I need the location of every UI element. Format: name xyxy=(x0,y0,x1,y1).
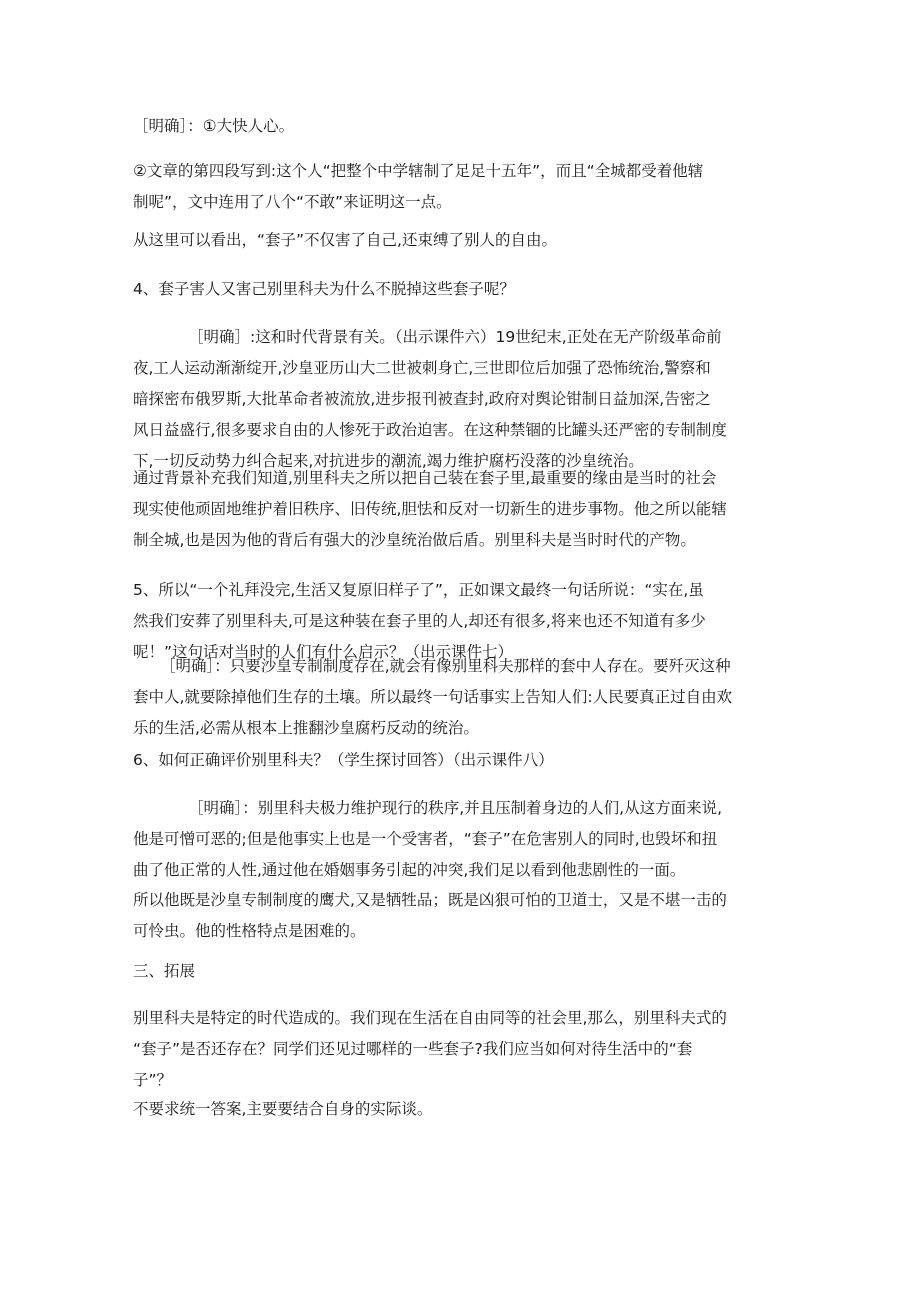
text-line: ［明确］：只要沙皇专制制度存在,就会有像别里科夫那样的套中人存在。要歼灭这种 xyxy=(160,657,731,675)
text-line: 风日益盛行,很多要求自由的人惨死于政治迫害。在这种禁锢的比罐头还严密的专制制度 xyxy=(133,421,727,439)
text-line: ［明确］:这和时代背景有关。（出示课件六）19世纪末,正处在无产阶级革命前 xyxy=(188,328,722,346)
text-line: 套中人,就要除掉他们生存的土壤。所以最终一句话事实上告知人们:人民要真正过自由欢 xyxy=(133,688,733,706)
text-line: 下,一切反动势力纠合起来,对抗进步的潮流,竭力维护腐朽没落的沙皇统治。 xyxy=(133,452,644,470)
text-line: 不要求统一答案,主要要结合自身的实际谈。 xyxy=(133,1100,433,1118)
text-line: 呢！”这句话对当时的人们有什么启示？（出示课件七） xyxy=(133,643,514,661)
text-line: 所以他既是沙皇专制制度的鹰犬,又是牺牲品；既是凶狠可怕的卫道士，又是不堪一击的 xyxy=(133,891,727,909)
text-line: 乐的生活,必需从根本上推翻沙皇腐朽反动的统治。 xyxy=(133,719,479,737)
final-note xyxy=(133,1094,793,1125)
answer-paragraph-2 xyxy=(133,156,793,218)
extension-paragraph xyxy=(133,1003,793,1096)
text-line: 夜,工人运动渐渐绽开,沙皇亚历山大二世被刺身亡,三世即位后加强了恐怖统治,警察和 xyxy=(133,359,711,377)
text-line: 通过背景补充我们知道,别里科夫之所以把自己装在套子里,最重要的缘由是当时的社会 xyxy=(133,469,717,487)
text-line: 制呢”，文中连用了八个“不敢”来证明这一点。 xyxy=(133,193,452,211)
text-line: 暗探密布俄罗斯,大批革命者被流放,进步报刊被查封,政府对舆论钳制日益加深,告密之 xyxy=(133,390,711,408)
text-line: “套子”是否还存在？同学们还见过哪样的一些套子?我们应当如何对待生活中的“套 xyxy=(133,1040,693,1058)
section-heading-extension xyxy=(133,956,793,987)
answer-paragraph-5 xyxy=(133,651,793,744)
conclusion-paragraph xyxy=(133,885,793,947)
text-line: 他是可憎可恶的;但是他事实上也是一个受害者，“套子”在危害别人的同时,也毁坏和扭 xyxy=(133,830,718,848)
question-6 xyxy=(133,745,793,776)
text-line: 现实使他顽固地维护着旧秩序、旧传统,胆怯和反对一切新生的进步事物。他之所以能辖 xyxy=(133,500,727,518)
text-line: 5、所以“一个礼拜没完,生活又复原旧样子了”，正如课文最终一句话所说：“实在,虽 xyxy=(133,581,704,599)
text-line: 4、套子害人又害己别里科夫为什么不脱掉这些套子呢？ xyxy=(133,280,515,298)
answer-paragraph-1 xyxy=(133,111,793,142)
text-line: ［明确］：①大快人心。 xyxy=(133,117,295,135)
text-line: 曲了他正常的人性,通过他在婚姻事务引起的冲突,我们足以看到他悲剧性的一面。 xyxy=(133,861,686,879)
text-line: ②文章的第四段写到:这个人“把整个中学辖制了足足十五年”，而且“全城都受着他辖 xyxy=(133,162,704,180)
text-line: 从这里可以看出，“套子”不仅害了自己,还束缚了别人的自由。 xyxy=(133,231,557,249)
text-line: 三、拓展 xyxy=(133,962,196,980)
answer-paragraph-4 xyxy=(133,322,793,477)
text-line: 制全城,也是因为他的背后有强大的沙皇统治做后盾。别里科夫是当时时代的产物。 xyxy=(133,531,696,549)
answer-paragraph-6 xyxy=(133,793,793,886)
text-line: 子”？ xyxy=(133,1071,173,1089)
text-line: ［明确］：别里科夫极力维护现行的秩序,并且压制着身边的人们,从这方面来说, xyxy=(188,799,723,817)
summary-paragraph-1 xyxy=(133,225,793,256)
background-paragraph xyxy=(133,463,793,556)
text-line: 6、如何正确评价别里科夫？（学生探讨回答）（出示课件八） xyxy=(133,751,554,769)
question-4 xyxy=(133,274,793,305)
text-line: 可怜虫。他的性格特点是困难的。 xyxy=(133,922,366,940)
text-line: 别里科夫是特定的时代造成的。我们现在生活在自由同等的社会里,那么，别里科夫式的 xyxy=(133,1009,727,1027)
text-line: 然我们安葬了别里科夫,可是这种装在套子里的人,却还有很多,将来也还不知道有多少 xyxy=(133,612,706,630)
